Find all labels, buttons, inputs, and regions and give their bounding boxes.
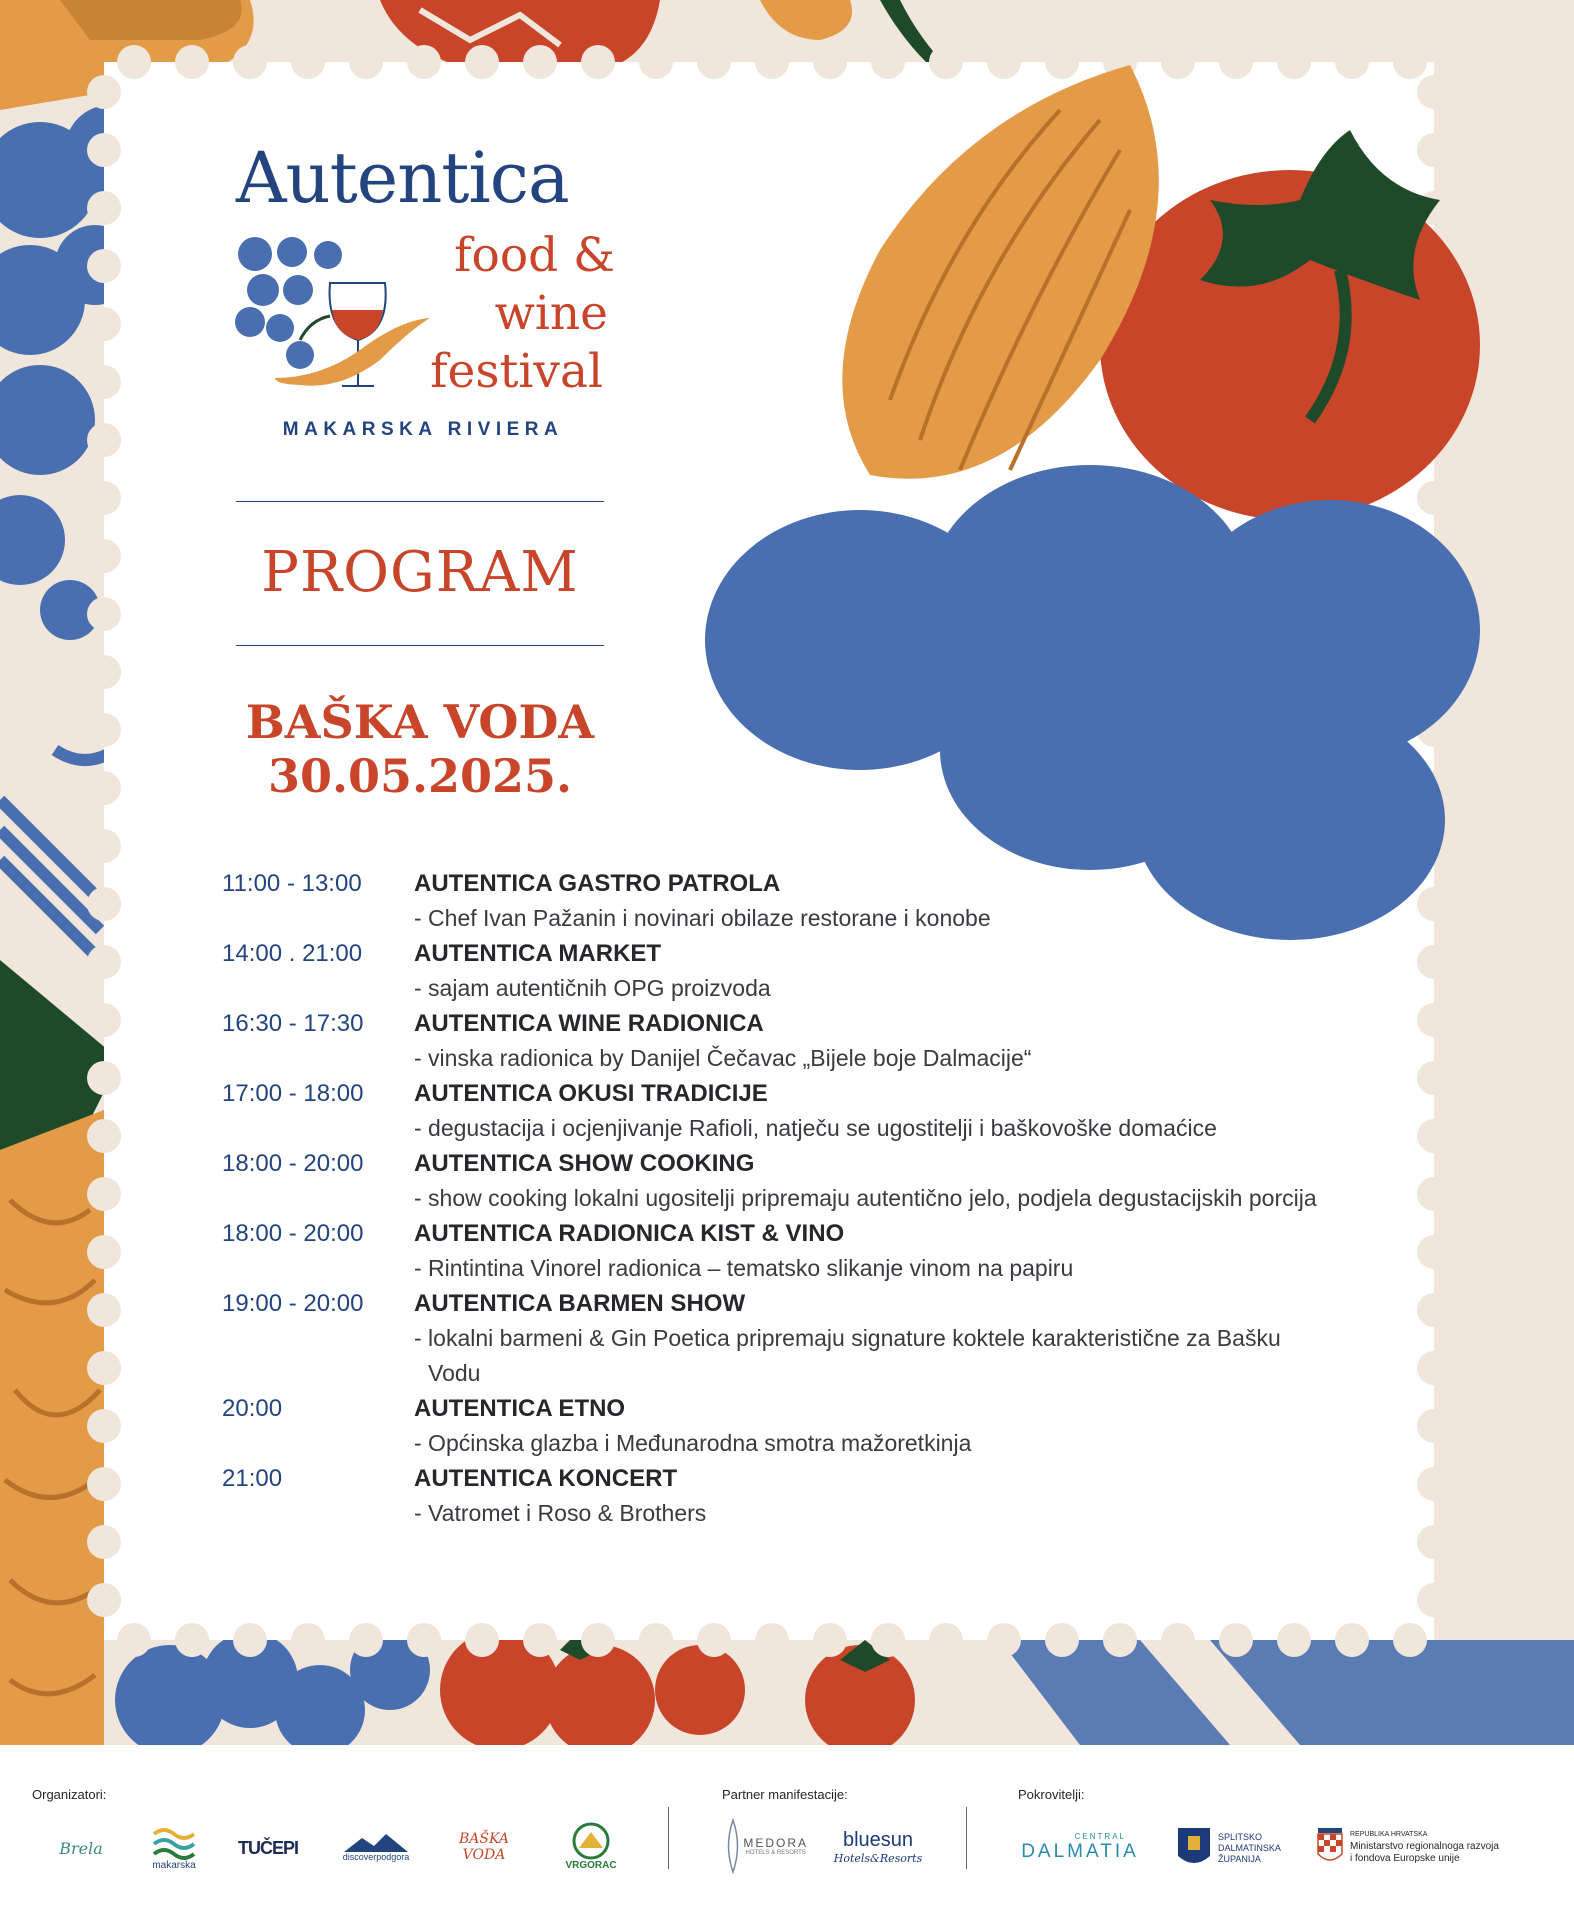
bluesun-logo-text: bluesun bbox=[842, 1829, 914, 1851]
stamp-perforation bbox=[1045, 1623, 1079, 1657]
stamp-perforation bbox=[1393, 1623, 1427, 1657]
stamp-perforation bbox=[1219, 1623, 1253, 1657]
schedule-desc: - Općinska glazba i Međunarodna smotra mažoretkinja bbox=[414, 1430, 972, 1456]
schedule-time: 21:00 bbox=[222, 1465, 283, 1492]
divider-bottom bbox=[236, 645, 604, 646]
schedule-desc: - degustacija i ocjenjivanje Rafioli, natječu se ugostitelji i baškovoške domaćice bbox=[414, 1115, 1217, 1141]
schedule-desc: - sajam autentičnih OPG proizvoda bbox=[414, 975, 771, 1001]
stamp-perforation bbox=[87, 75, 121, 109]
stamp-perforation bbox=[1161, 45, 1195, 79]
almond-top-icon bbox=[760, 0, 852, 40]
splitsko-dalmatinska-logo[interactable] bbox=[1176, 1821, 1292, 1875]
tucepi-logo[interactable] bbox=[228, 1833, 308, 1863]
stamp-perforation bbox=[813, 1623, 847, 1657]
stamp-perforation bbox=[1103, 45, 1137, 79]
schedule-time: 17:00 - 18:00 bbox=[222, 1080, 364, 1107]
stamp-perforation bbox=[1417, 249, 1451, 283]
stamp-perforation bbox=[87, 423, 121, 457]
stamp-perforation bbox=[87, 1293, 121, 1327]
medora-text bbox=[743, 1836, 808, 1856]
partner-label: Partner manifestacije: bbox=[722, 1787, 848, 1802]
medora-logo[interactable] bbox=[724, 1815, 808, 1877]
stamp-perforation bbox=[87, 1119, 121, 1153]
subtitle-line-3: festival bbox=[430, 344, 603, 399]
stamp-perforation bbox=[523, 45, 557, 79]
stamp-perforation bbox=[1417, 1351, 1451, 1385]
stamp-perforation bbox=[929, 45, 963, 79]
schedule-item bbox=[222, 1461, 1322, 1531]
page-title: PROGRAM bbox=[261, 540, 579, 605]
schedule-time: 20:00 bbox=[222, 1395, 283, 1422]
stamp-perforation bbox=[117, 45, 151, 79]
stamp-perforation bbox=[465, 1623, 499, 1657]
stamp-perforation bbox=[1417, 887, 1451, 921]
makarska-logo[interactable] bbox=[148, 1817, 200, 1879]
schedule-desc: - show cooking lokalni ugositelji pripremaju autentično jelo, podjela degustacijskih porcija bbox=[414, 1185, 1317, 1211]
stamp-perforation bbox=[1417, 771, 1451, 805]
stamp-perforation bbox=[1335, 1623, 1369, 1657]
stamp-perforation bbox=[871, 45, 905, 79]
schedule-title: AUTENTICA BARMEN SHOW bbox=[414, 1290, 746, 1317]
stamp-perforation bbox=[639, 45, 673, 79]
stamp-perforation bbox=[1417, 191, 1451, 225]
county-line-3: ŽUPANIJA bbox=[1218, 1853, 1261, 1864]
schedule-item bbox=[222, 1006, 1322, 1076]
stamp-perforation bbox=[87, 771, 121, 805]
event-location: BAŠKA VODA bbox=[245, 695, 595, 749]
medora-logo-sub: HOTELS & RESORTS bbox=[745, 1850, 806, 1856]
stamp-perforation bbox=[929, 1623, 963, 1657]
county-line-2: DALMATINSKA bbox=[1218, 1842, 1281, 1853]
brela-logo-text: Brela bbox=[59, 1838, 103, 1858]
schedule-time: 14:00 . 21:00 bbox=[222, 940, 363, 967]
stamp-perforation bbox=[233, 1623, 267, 1657]
stamp-perforation bbox=[1103, 1623, 1137, 1657]
footer-separator bbox=[966, 1807, 967, 1869]
stamp-perforation bbox=[1417, 539, 1451, 573]
stamp-perforation bbox=[291, 45, 325, 79]
stamp-perforation bbox=[87, 1351, 121, 1385]
ministry-line-2: i fondova Europske unije bbox=[1350, 1853, 1460, 1864]
medora-logo-text: MEDORA bbox=[743, 1836, 808, 1850]
stamp-perforation bbox=[291, 1623, 325, 1657]
stamp-perforation bbox=[87, 829, 121, 863]
schedule-item bbox=[222, 1146, 1322, 1216]
stamp-perforation bbox=[1045, 45, 1079, 79]
stamp-perforation bbox=[1417, 713, 1451, 747]
stamp-perforation bbox=[87, 133, 121, 167]
schedule-item bbox=[222, 936, 1322, 1006]
stamp-perforation bbox=[1417, 365, 1451, 399]
stamp-perforation bbox=[87, 655, 121, 689]
mountains-icon bbox=[344, 1834, 408, 1852]
schedule-item bbox=[222, 1391, 1322, 1461]
stamp-perforation bbox=[1417, 945, 1451, 979]
schedule-item bbox=[222, 1076, 1322, 1146]
organizers-label: Organizatori: bbox=[32, 1787, 107, 1802]
stamp-perforation bbox=[1417, 133, 1451, 167]
central-dalmatia-logo[interactable] bbox=[1012, 1825, 1148, 1869]
stamp-perforation bbox=[87, 1467, 121, 1501]
ministry-text bbox=[1350, 1829, 1499, 1865]
event-date: 30.05.2025. bbox=[267, 749, 573, 803]
stamp-perforation bbox=[1417, 1061, 1451, 1095]
stamp-perforation bbox=[349, 45, 383, 79]
stamp-perforation bbox=[1417, 1525, 1451, 1559]
ministry-logo[interactable] bbox=[1316, 1819, 1516, 1875]
ministry-rh: REPUBLIKA HRVATSKA bbox=[1350, 1831, 1428, 1838]
stamp-perforation bbox=[87, 713, 121, 747]
stamp-perforation bbox=[87, 1583, 121, 1617]
stamp-perforation bbox=[87, 945, 121, 979]
schedule-desc: - lokalni barmeni & Gin Poetica pripremaju signature koktele karakteristične za Bašku Vodu bbox=[414, 1325, 1281, 1386]
stamp-perforation bbox=[407, 1623, 441, 1657]
stamp-perforation bbox=[581, 1623, 615, 1657]
schedule-desc: - Vatromet i Roso & Brothers bbox=[414, 1500, 707, 1526]
stamp-perforation bbox=[87, 1177, 121, 1211]
bluesun-logo[interactable] bbox=[828, 1823, 928, 1871]
schedule-title: AUTENTICA GASTRO PATROLA bbox=[414, 870, 781, 897]
schedule-time: 18:00 - 20:00 bbox=[222, 1220, 364, 1247]
stamp-perforation bbox=[233, 45, 267, 79]
schedule-item bbox=[222, 866, 1322, 936]
stamp-perforation bbox=[1417, 829, 1451, 863]
vrgorac-logo-text: VRGORAC bbox=[565, 1859, 617, 1871]
schedule-title: AUTENTICA SHOW COOKING bbox=[414, 1150, 755, 1177]
stamp-perforation bbox=[87, 539, 121, 573]
stamp-perforation bbox=[1417, 597, 1451, 631]
stamp-perforation bbox=[639, 1623, 673, 1657]
schedule-time: 16:30 - 17:30 bbox=[222, 1010, 364, 1037]
stamp-perforation bbox=[1277, 1623, 1311, 1657]
stamp-perforation bbox=[87, 307, 121, 341]
medora-emblem-icon bbox=[724, 1818, 739, 1874]
ministry-line-1: Ministarstvo regionalnoga razvoja bbox=[1350, 1841, 1499, 1852]
stamp-perforation bbox=[87, 1235, 121, 1269]
stamp-perforation bbox=[1161, 1623, 1195, 1657]
event-location-date bbox=[200, 695, 640, 803]
stamp-perforation bbox=[117, 1623, 151, 1657]
stamp-perforation bbox=[87, 1409, 121, 1443]
stamp-perforation bbox=[1417, 1177, 1451, 1211]
divider-top bbox=[236, 501, 604, 502]
stamp-perforation bbox=[1417, 1409, 1451, 1443]
county-crest-icon bbox=[1176, 1826, 1212, 1870]
stamp-perforation bbox=[349, 1623, 383, 1657]
stamp-perforation bbox=[1417, 1003, 1451, 1037]
stamp-perforation bbox=[407, 45, 441, 79]
stamp-perforation bbox=[1417, 423, 1451, 457]
stamp-perforation bbox=[755, 1623, 789, 1657]
subtitle-line-1: food & bbox=[454, 228, 615, 283]
stamp-perforation bbox=[1417, 655, 1451, 689]
schedule-item bbox=[222, 1216, 1322, 1286]
baska-voda-logo[interactable] bbox=[444, 1827, 524, 1867]
county-text bbox=[1218, 1832, 1281, 1865]
stamp-perforation bbox=[987, 45, 1021, 79]
schedule-item bbox=[222, 1286, 1322, 1391]
stamp-perforation bbox=[871, 1623, 905, 1657]
stamp-perforation bbox=[813, 45, 847, 79]
brela-logo[interactable] bbox=[36, 1823, 126, 1873]
stamp-perforation bbox=[87, 1061, 121, 1095]
stamp-perforation bbox=[1393, 45, 1427, 79]
stamp-perforation bbox=[1277, 45, 1311, 79]
stamp-perforation bbox=[1417, 1119, 1451, 1153]
stamp-perforation bbox=[87, 1003, 121, 1037]
central-small-text: CENTRAL bbox=[1074, 1831, 1126, 1841]
stamp-perforation bbox=[87, 597, 121, 631]
stamp-perforation bbox=[1417, 481, 1451, 515]
schedule-title: AUTENTICA WINE RADIONICA bbox=[414, 1010, 764, 1037]
schedule-title: AUTENTICA OKUSI TRADICIJE bbox=[414, 1080, 768, 1107]
bluesun-logo-sub: Hotels&Resorts bbox=[833, 1852, 923, 1865]
stamp-perforation bbox=[1335, 45, 1369, 79]
schedule-desc: - Chef Ivan Pažanin i novinari obilaze restorane i konobe bbox=[414, 905, 991, 931]
stamp-perforation bbox=[465, 45, 499, 79]
schedule-time: 18:00 - 20:00 bbox=[222, 1150, 364, 1177]
stamp-perforation bbox=[1417, 1467, 1451, 1501]
stamp-perforation bbox=[175, 45, 209, 79]
stamp-perforation bbox=[1219, 45, 1253, 79]
stamp-perforation bbox=[1417, 1293, 1451, 1327]
dalmatia-logo-text: DALMATIA bbox=[1021, 1840, 1139, 1862]
stamp-perforation bbox=[87, 365, 121, 399]
schedule-desc: - vinska radionica by Danijel Čečavac „Bijele boje Dalmacije“ bbox=[414, 1045, 1032, 1071]
festival-title: Autentica bbox=[236, 137, 569, 219]
stamp-perforation bbox=[697, 45, 731, 79]
stamp-perforation bbox=[175, 1623, 209, 1657]
sponsor-footer bbox=[0, 1745, 1574, 1920]
podgora-logo[interactable] bbox=[336, 1823, 416, 1873]
county-line-1: SPLITSKO bbox=[1218, 1831, 1263, 1842]
croatian-coat-of-arms-icon bbox=[1316, 1828, 1344, 1866]
stamp-perforation bbox=[987, 1623, 1021, 1657]
podgora-logo-text: discoverpodgora bbox=[342, 1852, 410, 1862]
stamp-perforation bbox=[87, 481, 121, 515]
footer-separator bbox=[668, 1807, 669, 1869]
stamp-perforation bbox=[581, 45, 615, 79]
stamp-perforation bbox=[523, 1623, 557, 1657]
region-tagline: MAKARSKA RIVIERA bbox=[282, 419, 564, 440]
stamp-perforation bbox=[87, 887, 121, 921]
schedule-title: AUTENTICA KONCERT bbox=[414, 1465, 678, 1492]
stamp-perforation bbox=[1417, 1583, 1451, 1617]
stamp-perforation bbox=[87, 249, 121, 283]
schedule-desc: - Rintintina Vinorel radionica – tematsko slikanje vinom na papiru bbox=[414, 1255, 1074, 1281]
stamp-perforation bbox=[755, 45, 789, 79]
schedule-list bbox=[222, 866, 1322, 1531]
schedule-time: 11:00 - 13:00 bbox=[222, 870, 362, 897]
vrgorac-logo[interactable] bbox=[556, 1813, 626, 1879]
stamp-perforation bbox=[87, 191, 121, 225]
schedule-time: 19:00 - 20:00 bbox=[222, 1290, 364, 1317]
stamp-perforation bbox=[87, 1525, 121, 1559]
tucepi-logo-text: TUČEPI bbox=[237, 1837, 298, 1858]
schedule-title: AUTENTICA RADIONICA KIST & VINO bbox=[414, 1220, 845, 1247]
schedule-title: AUTENTICA MARKET bbox=[414, 940, 662, 967]
stamp-perforation bbox=[1417, 1235, 1451, 1269]
stamp-perforation bbox=[1417, 307, 1451, 341]
stamp-perforation bbox=[1417, 75, 1451, 109]
waves-icon bbox=[152, 1826, 196, 1860]
stamp-perforation bbox=[697, 1623, 731, 1657]
makarska-logo-text: makarska bbox=[152, 1859, 196, 1871]
schedule-title: AUTENTICA ETNO bbox=[414, 1395, 626, 1422]
sponsors-label: Pokrovitelji: bbox=[1018, 1787, 1085, 1802]
baska-voda-logo-text: BAŠKA VODA bbox=[459, 1831, 509, 1863]
subtitle-line-2: wine bbox=[494, 286, 608, 341]
vrgorac-emblem-icon bbox=[569, 1822, 613, 1860]
